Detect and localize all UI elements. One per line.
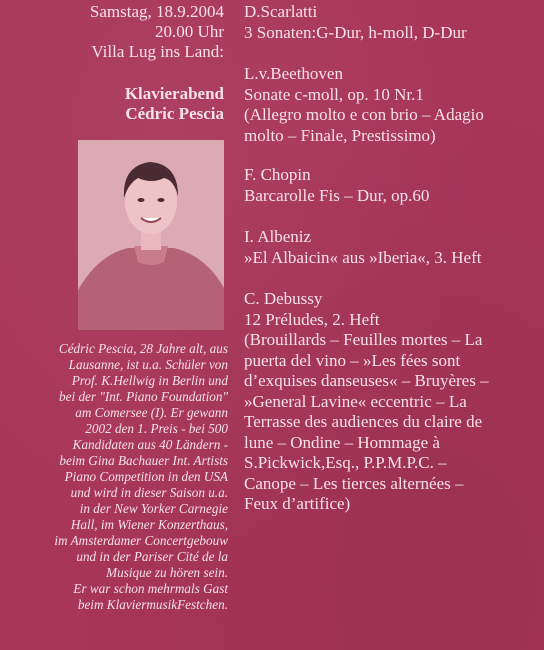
work-line: puerta del vino – »Les fées sont	[244, 350, 461, 370]
bio-line: Kandidaten aus 40 Ländern -	[72, 437, 228, 452]
event-date: Samstag, 18.9.2004	[89, 2, 224, 21]
work-line: S.Pickwick,Esq., P.P.M.P.C. –	[244, 453, 447, 472]
performer-bio	[4, 341, 228, 613]
work-line: »El Albaicin« aus »Iberia«, 3. Heft	[244, 247, 482, 267]
work-line: Canope – Les tierces alternées –	[244, 473, 464, 493]
concert-title	[4, 84, 224, 124]
program-item	[244, 2, 544, 43]
program-item	[244, 227, 544, 268]
work-line: Feux d’artifice)	[244, 494, 351, 513]
bio-line: im Amsterdamer Concertgebouw	[54, 533, 228, 548]
bio-line: Prof. K.Hellwig in Berlin und	[71, 373, 228, 388]
performer-photo	[78, 140, 224, 330]
bio-line: Hall, im Wiener Konzerthaus,	[70, 517, 228, 532]
work-line: (Allegro molto e con brio – Adagio	[244, 105, 484, 124]
event-time: 20.00 Uhr	[155, 22, 224, 41]
composer-name: C. Debussy	[244, 289, 323, 308]
bio-line: beim KlaviermusikFestchen.	[77, 597, 228, 612]
work-line: molto – Finale, Prestissimo)	[244, 125, 436, 145]
work-line: Barcarolle Fis – Dur, op.60	[244, 185, 430, 205]
program-item	[244, 165, 544, 206]
bio-line: beim Gina Bachauer Int. Artists	[59, 453, 228, 468]
bio-line: und in der Pariser Cité de la	[76, 549, 228, 564]
bio-line: Musique zu hören sein.	[106, 565, 228, 580]
work-line: (Brouillards – Feuilles mortes – La	[244, 330, 483, 349]
concert-type: Klavierabend	[124, 84, 224, 103]
bio-line: Er war schon mehrmals Gast	[73, 581, 228, 596]
work-line: lune – Ondine – Hommage à	[244, 432, 440, 452]
program-item	[244, 289, 544, 515]
bio-line: Lausanne, ist u.a. Schüler von	[68, 357, 228, 372]
bio-line: in der New Yorker Carnegie	[79, 501, 228, 516]
work-line: d’exquises danseuses« – Bruyères –	[244, 371, 489, 390]
work-line: 3 Sonaten:G-Dur, h-moll, D-Dur	[244, 22, 467, 42]
program-item	[244, 64, 544, 146]
work-line: 12 Préludes, 2. Heft	[244, 309, 380, 329]
work-line: Sonate c-moll, op. 10 Nr.1	[244, 84, 424, 104]
performer-name: Cédric Pescia	[125, 104, 224, 123]
bio-line: Piano Competition in den USA	[64, 469, 228, 484]
work-line: »General Lavine« eccentric – La	[244, 391, 467, 411]
bio-line: und wird in dieser Saison u.a.	[70, 485, 228, 500]
work-line: Terrasse des audiences du claire de	[244, 412, 483, 431]
bio-line: 2002 den 1. Preis - bei 500	[85, 421, 228, 436]
bio-line: am Comersee (I). Er gewann	[75, 405, 228, 420]
event-info	[4, 2, 224, 62]
composer-name: D.Scarlatti	[244, 2, 318, 21]
left-column	[0, 0, 234, 650]
composer-name: F. Chopin	[244, 165, 311, 184]
bio-line: Cédric Pescia, 28 Jahre alt, aus	[58, 341, 228, 356]
composer-name: L.v.Beethoven	[244, 64, 343, 83]
event-venue: Villa Lug ins Land:	[91, 42, 224, 61]
right-column	[244, 0, 544, 650]
bio-line: bei der "Int. Piano Foundation"	[59, 389, 228, 404]
composer-name: I. Albeniz	[244, 227, 312, 246]
